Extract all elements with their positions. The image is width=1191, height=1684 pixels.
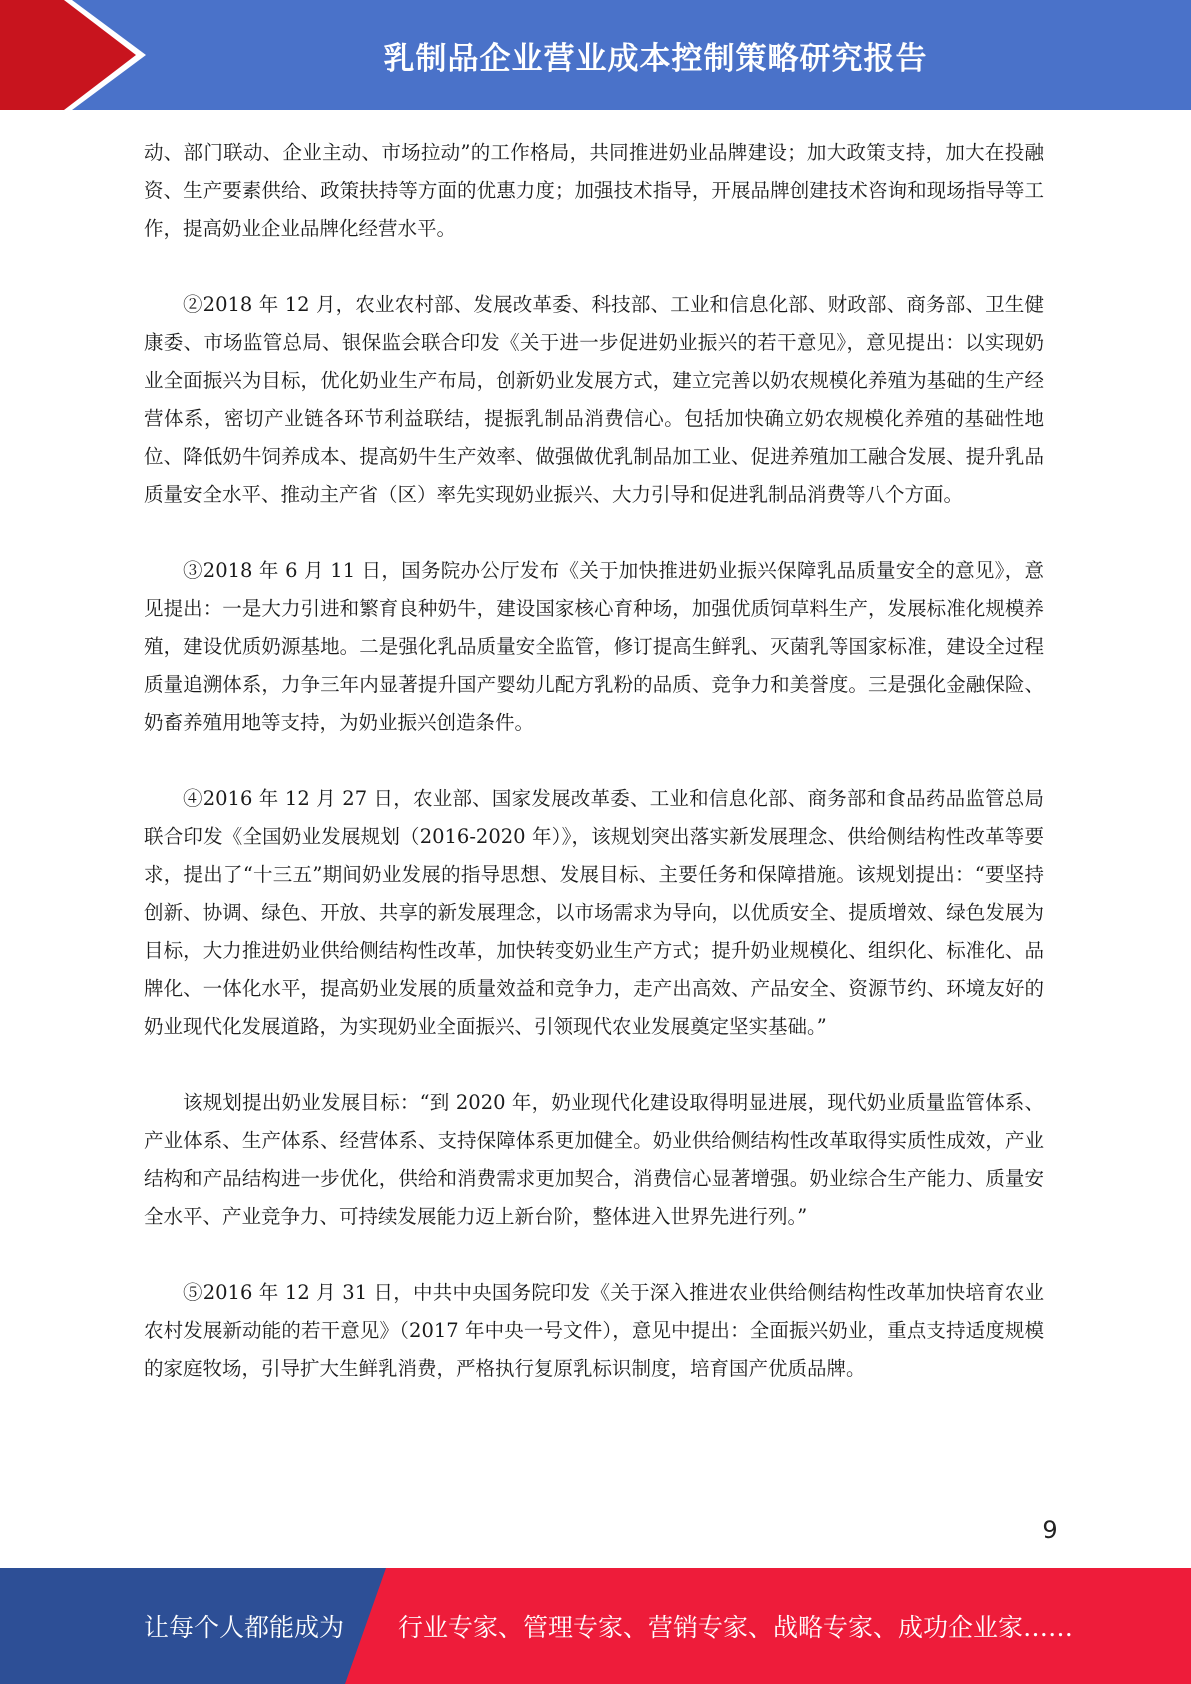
- page-footer: [0, 1568, 1191, 1684]
- paragraph-plan-goals: 该规划提出奶业发展目标：“到 2020 年，奶业现代化建设取得明显进展，现代奶业质量监管体系、产业体系、生产体系、经营体系、支持保障体系更加健全。奶业供给侧结构性改革取得实质性成效，产业结构和产品结构进一步优化，供给和消费需求更加契合，消费信心显著增强。奶业综合生产能力、质量安全水平、产业竞争力、可持续发展能力迈上新台阶，整体进入世界先进行列。”: [144, 1091, 1044, 1228]
- paragraph-continuation: 动、部门联动、企业主动、市场拉动”的工作格局，共同推进奶业品牌建设；加大政策支持，加大在投融资、生产要素供给、政策扶持等方面的优惠力度；加强技术指导，开展品牌创建技术咨询和现场指导等工作，提高奶业企业品牌化经营水平。: [144, 141, 1044, 240]
- paragraph-policy-3: ③2018 年 6 月 11 日，国务院办公厅发布《关于加快推进奶业振兴保障乳品质量安全的意见》，意见提出：一是大力引进和繁育良种奶牛，建设国家核心育种场，加强优质饲草料生产，发展标准化规模养殖，建设优质奶源基地。二是强化乳品质量安全监管，修订提高生鲜乳、灭菌乳等国家标准，建设全过程质量追溯体系，力争三年内显著提升国产婴幼儿配方乳粉的品质、竞争力和美誉度。三是强化金融保险、奶畜养殖用地等支持，为奶业振兴创造条件。: [144, 559, 1044, 734]
- document-body: [144, 134, 1044, 1426]
- page-number: 9: [1042, 1516, 1058, 1544]
- paragraph-policy-5: ⑤2016 年 12 月 31 日，中共中央国务院印发《关于深入推进农业供给侧结构性改革加快培育农业农村发展新动能的若干意见》（2017 年中央一号文件），意见中提出：全面振兴奶业，重点支持适度规模的家庭牧场，引导扩大生鲜乳消费，严格执行复原乳标识制度，培育国产优质品牌。: [144, 1281, 1044, 1380]
- page-header: [0, 0, 1191, 110]
- footer-slogan-left: 让每个人都能成为: [144, 1613, 345, 1642]
- header-arrow-decoration: [0, 0, 160, 110]
- report-title: 乳制品企业营业成本控制策略研究报告: [383, 40, 928, 77]
- paragraph-policy-2: ②2018 年 12 月，农业农村部、发展改革委、科技部、工业和信息化部、财政部、商务部、卫生健康委、市场监管总局、银保监会联合印发《关于进一步促进奶业振兴的若干意见》，意见提出：以实现奶业全面振兴为目标，优化奶业生产布局，创新奶业发展方式，建立完善以奶农规模化养殖为基础的生产经营体系，密切产业链各环节利益联结，提振乳制品消费信心。包括加快确立奶农规模化养殖的基础性地位、降低奶牛饲养成本、提高奶牛生产效率、做强做优乳制品加工业、促进养殖加工融合发展、提升乳品质量安全水平、推动主产省（区）率先实现奶业振兴、大力引导和促进乳制品消费等八个方面。: [144, 293, 1044, 506]
- paragraph-policy-4: ④2016 年 12 月 27 日，农业部、国家发展改革委、工业和信息化部、商务部和食品药品监管总局联合印发《全国奶业发展规划（2016-2020 年）》，该规划突出落实新发展理念、供给侧结构性改革等要求，提出了“十三五”期间奶业发展的指导思想、发展目标、主要任务和保障措施。该规划提出：“要坚持创新、协调、绿色、开放、共享的新发展理念，以市场需求为导向，以优质安全、提质增效、绿色发展为目标，大力推进奶业供给侧结构性改革，加快转变奶业生产方式；提升奶业规模化、组织化、标准化、品牌化、一体化水平，提高奶业发展的质量效益和竞争力，走产出高效、产品安全、资源节约、环境友好的奶业现代化发展道路，为实现奶业全面振兴、引领现代农业发展奠定坚实基础。”: [144, 787, 1044, 1038]
- footer-slogan-right: 行业专家、管理专家、营销专家、战略专家、成功企业家……: [398, 1613, 1074, 1642]
